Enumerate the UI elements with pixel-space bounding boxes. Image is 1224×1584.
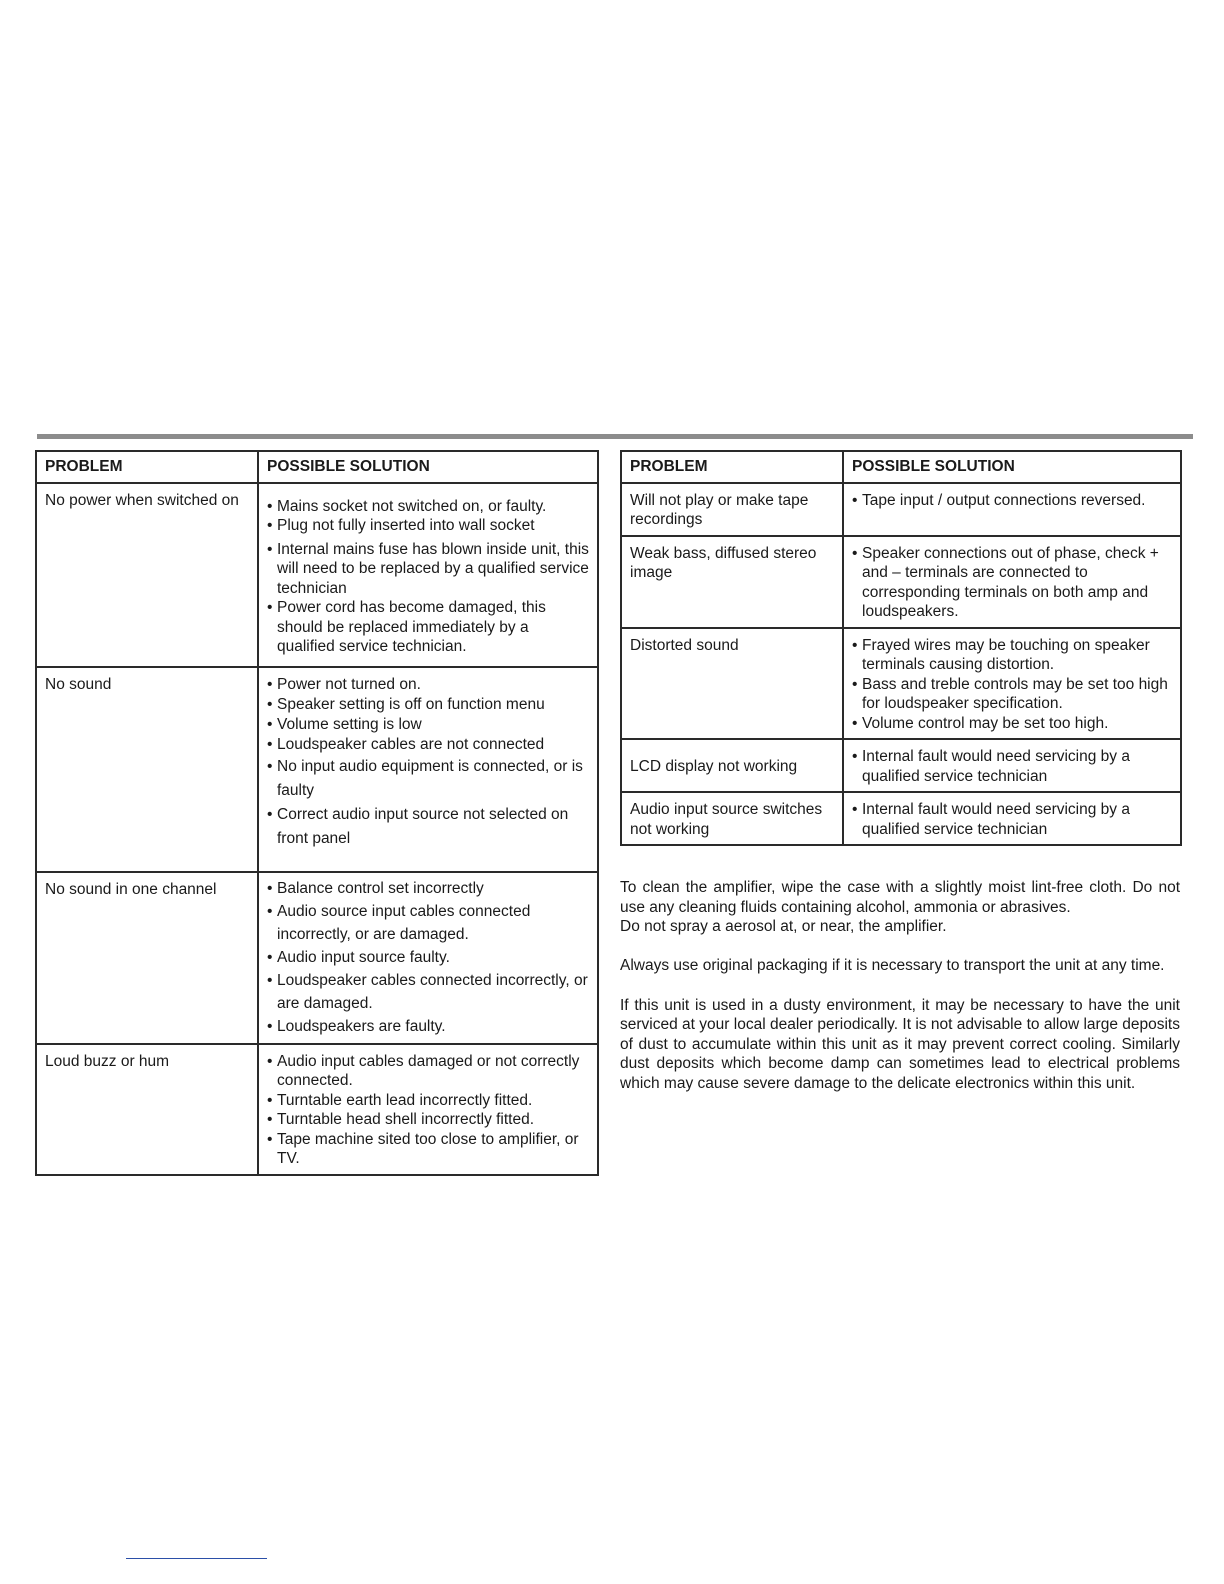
solution-cell [258, 483, 598, 667]
solution-item: • Turntable head shell incorrectly fitted. [267, 1110, 589, 1130]
table-row [36, 483, 598, 667]
solution-item: • Turntable earth lead incorrectly fitted. [267, 1091, 589, 1111]
solution-cell [258, 872, 598, 1044]
solution-cell [258, 1044, 598, 1175]
solution-item: • Plug not fully inserted into wall socket [267, 516, 589, 536]
solution-item: • Volume setting is low [267, 715, 589, 735]
solution-item: • Volume control may be set too high. [852, 714, 1172, 734]
solution-cell [843, 628, 1181, 740]
problem-cell: No power when switched on [36, 483, 258, 667]
table-row [621, 536, 1181, 628]
problem-cell: No sound [36, 667, 258, 872]
solution-item: • Balance control set incorrectly [267, 877, 589, 900]
solution-item: • Internal fault would need servicing by a qualified service technician [852, 747, 1172, 786]
problem-cell: Weak bass, diffused stereo image [621, 536, 843, 628]
solution-item: • Audio source input cables connected incorrectly, or are damaged. [267, 900, 589, 946]
table-header-row [621, 451, 1181, 483]
solution-cell [843, 792, 1181, 845]
solution-item: • Bass and treble controls may be set too high for loudspeaker specification. [852, 675, 1172, 714]
care-paragraph: If this unit is used in a dusty environment, it may be necessary to have the unit serviced at your local dealer periodically. It is not advisable to allow large deposits of dust to accumulate within this unit as it may prevent correct cooling. Similarly dust deposits which become damp can sometimes lead to electrical problems which may cause severe damage to the delicate electronics within this unit. [620, 996, 1180, 1092]
solution-item: • Internal mains fuse has blown inside unit, this will need to be replaced by a qualified service technician [267, 540, 589, 599]
table-row [621, 792, 1181, 845]
header-rule [37, 434, 1193, 439]
solution-header: POSSIBLE SOLUTION [843, 451, 1181, 483]
solution-item: • Power not turned on. [267, 675, 589, 695]
solution-item: • Tape machine sited too close to amplifier, or TV. [267, 1130, 589, 1169]
problem-header: PROBLEM [621, 451, 843, 483]
problem-cell: LCD display not working [621, 739, 843, 792]
troubleshooting-table-right [620, 450, 1182, 846]
solution-item: • Loudspeakers are faulty. [267, 1015, 589, 1038]
problem-cell: Loud buzz or hum [36, 1044, 258, 1175]
problem-cell: Distorted sound [621, 628, 843, 740]
footer-link-underline [126, 1558, 267, 1559]
problem-header: PROBLEM [36, 451, 258, 483]
solution-header: POSSIBLE SOLUTION [258, 451, 598, 483]
table-row [621, 628, 1181, 740]
table-row [621, 739, 1181, 792]
table-row [36, 1044, 598, 1175]
troubleshooting-table-left [35, 450, 599, 1176]
table-row [36, 872, 598, 1044]
care-paragraph: Do not spray a aerosol at, or near, the amplifier. [620, 918, 947, 936]
solution-item: • Power cord has become damaged, this should be replaced immediately by a qualified service technician. [267, 598, 589, 657]
problem-cell: Audio input source switches not working [621, 792, 843, 845]
solution-item: • Internal fault would need servicing by a qualified service technician [852, 800, 1172, 839]
table-header-row [36, 451, 598, 483]
care-paragraph: To clean the amplifier, wipe the case with a slightly moist lint-free cloth. Do not use any cleaning fluids containing alcohol, ammonia or abrasives. [620, 879, 1180, 916]
care-instructions [620, 878, 1180, 1113]
solution-item: • Speaker setting is off on function menu [267, 695, 589, 715]
table-row [36, 667, 598, 872]
solution-item: • Loudspeaker cables connected incorrectly, or are damaged. [267, 969, 589, 1015]
solution-item: • Mains socket not switched on, or faulty. [267, 497, 589, 517]
solution-cell [843, 739, 1181, 792]
solution-item: • Tape input / output connections reversed. [852, 491, 1172, 511]
solution-cell [843, 536, 1181, 628]
solution-cell [258, 667, 598, 872]
solution-item: • Loudspeaker cables are not connected [267, 735, 589, 755]
problem-cell: No sound in one channel [36, 872, 258, 1044]
solution-item: • Audio input cables damaged or not correctly connected. [267, 1052, 589, 1091]
solution-item: • Audio input source faulty. [267, 946, 589, 969]
solution-item: • Speaker connections out of phase, check + and – terminals are connected to corresponding terminals on both amp and loudspeakers. [852, 544, 1172, 622]
solution-item: • Frayed wires may be touching on speaker terminals causing distortion. [852, 636, 1172, 675]
problem-cell: Will not play or make tape recordings [621, 483, 843, 536]
solution-item: • Correct audio input source not selected on front panel [267, 803, 589, 851]
table-row [621, 483, 1181, 536]
solution-cell [843, 483, 1181, 536]
solution-item: • No input audio equipment is connected, or is faulty [267, 755, 589, 803]
care-paragraph: Always use original packaging if it is necessary to transport the unit at any time. [620, 957, 1165, 975]
